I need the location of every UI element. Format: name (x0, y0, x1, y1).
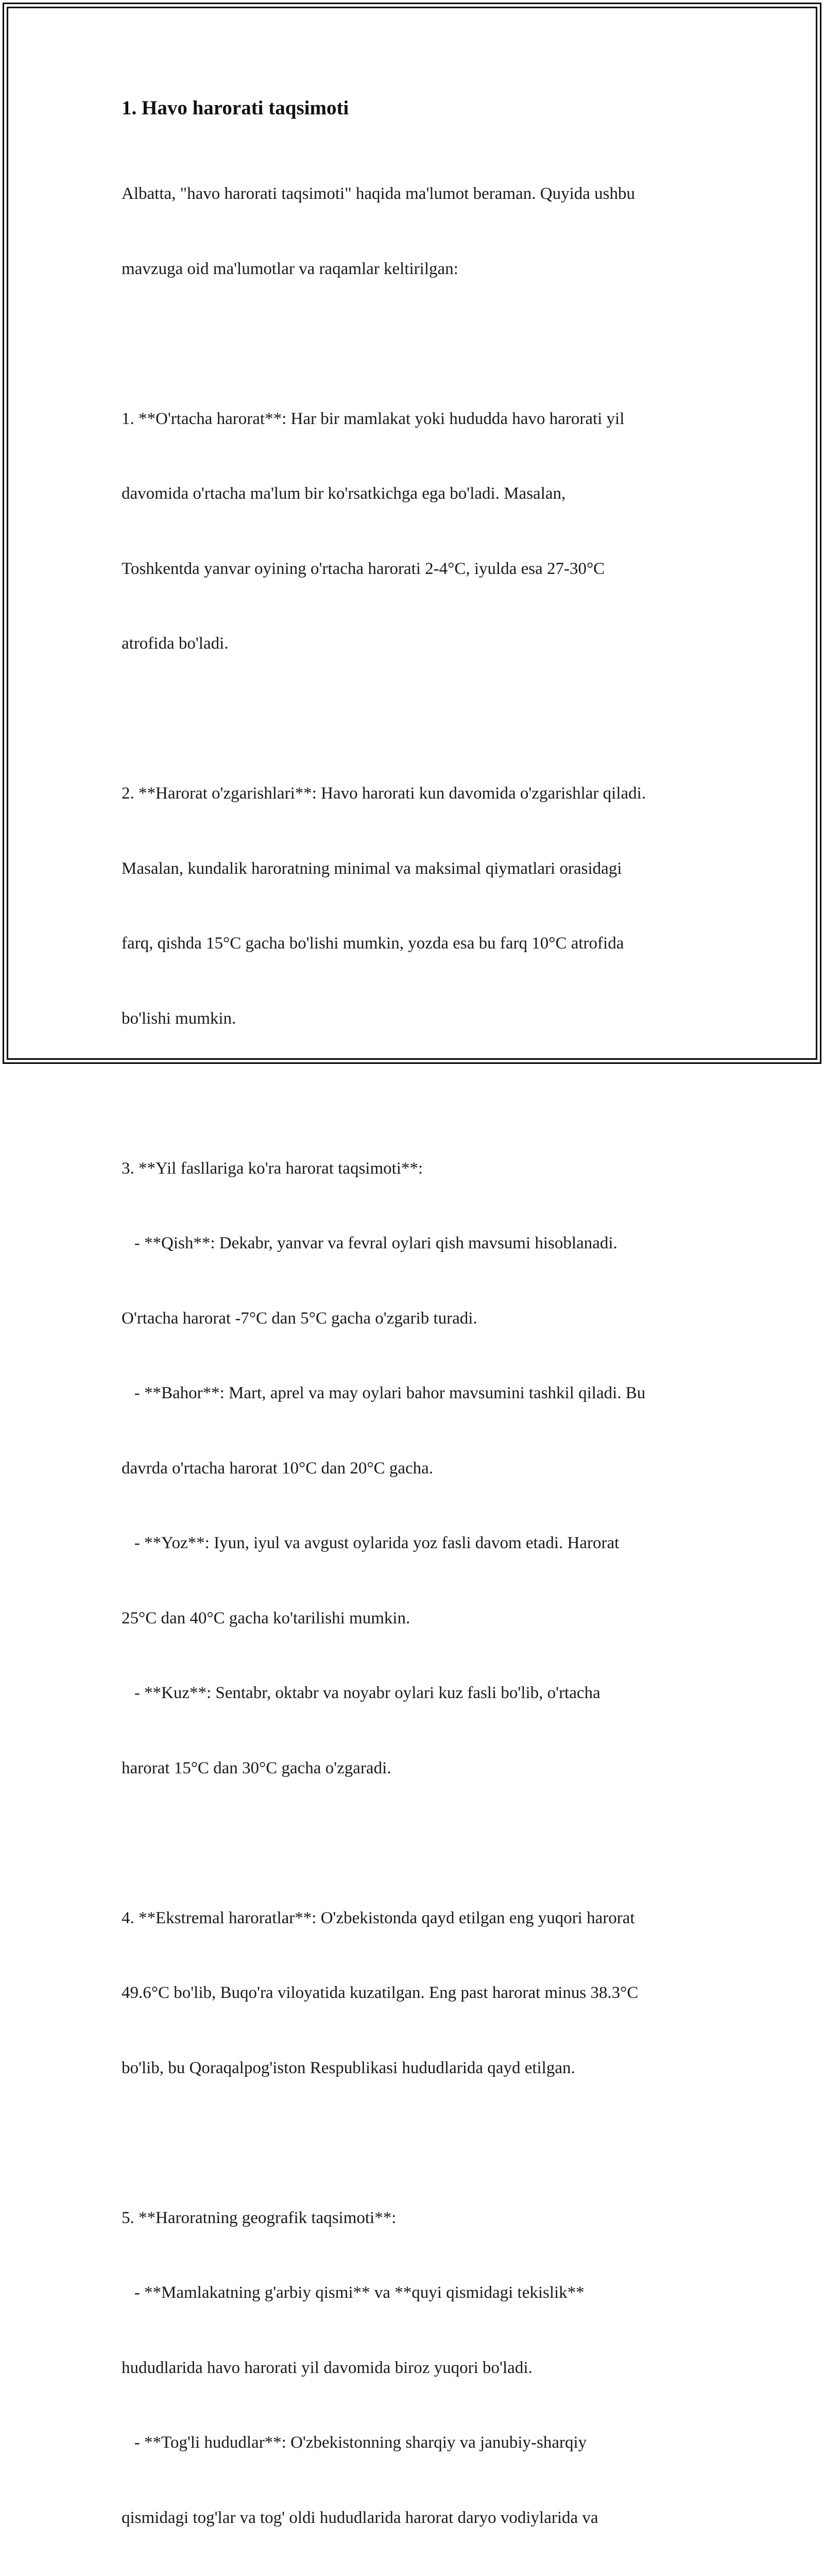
text-line: atrofida bo'ladi. (122, 631, 714, 656)
text-line: davomida o'rtacha ma'lum bir ko'rsatkichga ega bo'ladi. Masalan, (122, 481, 714, 506)
text-line: 3. **Yil fasllariga ko'ra harorat taqsimoti**: (122, 1156, 714, 1181)
text-line: O'rtacha harorat -7°C dan 5°C gacha o'zgarib turadi. (122, 1306, 714, 1331)
text-line: - **Tog'li hududlar**: O'zbekistonning sharqiy va janubiy-sharqiy (122, 2430, 714, 2455)
text-line: hududlarida havo harorati yil davomida biroz yuqori bo'ladi. (122, 2355, 714, 2381)
text-line: 2. **Harorat o'zgarishlari**: Havo harorati kun davomida o'zgarishlar qiladi. (122, 781, 714, 806)
document-body (122, 96, 714, 2576)
text-line: 49.6°C bo'lib, Buqo'ra viloyatida kuzatilgan. Eng past harorat minus 38.3°C (122, 1980, 714, 2006)
text-line: - **Yoz**: Iyun, iyul va avgust oylarida yoz fasli davom etadi. Harorat (122, 1531, 714, 1556)
text-line: qismidagi tog'lar va tog' oldi hududlarida harorat daryo vodiylarida va (122, 2505, 714, 2531)
text-line: bo'lishi mumkin. (122, 1006, 714, 1031)
text-line: - **Mamlakatning g'arbiy qismi** va **quyi qismidagi tekislik** (122, 2280, 714, 2306)
paragraph-temperature-changes (122, 731, 714, 1081)
text-line: bo'lib, bu Qoraqalpog'iston Respublikasi hududlarida qayd etilgan. (122, 2056, 714, 2081)
text-line: farq, qishda 15°C gacha bo'lishi mumkin, yozda esa bu farq 10°C atrofida (122, 931, 714, 956)
text-line: - **Kuz**: Sentabr, oktabr va noyabr oylari kuz fasli bo'lib, o'rtacha (122, 1681, 714, 1706)
text-line: - **Qish**: Dekabr, yanvar va fevral oylari qish mavsumi hisoblanadi. (122, 1231, 714, 1256)
paragraph-extreme-temperatures (122, 1856, 714, 2131)
text-line: Toshkentda yanvar oyining o'rtacha harorati 2-4°C, iyulda esa 27-30°C (122, 556, 714, 582)
text-line: Albatta, "havo harorati taqsimoti" haqida ma'lumot beraman. Quyida ushbu (122, 181, 714, 207)
text-line: davrda o'rtacha harorat 10°C dan 20°C gacha. (122, 1456, 714, 1481)
paragraph-intro (122, 131, 714, 331)
text-line: - **Bahor**: Mart, aprel va may oylari bahor mavsumini tashkil qiladi. Bu (122, 1381, 714, 1406)
text-line: 4. **Ekstremal haroratlar**: O'zbekistonda qayd etilgan eng yuqori harorat (122, 1906, 714, 1931)
paragraph-average-temperature (122, 357, 714, 706)
text-line: 5. **Haroratning geografik taqsimoti**: (122, 2206, 714, 2231)
text-line: Masalan, kundalik haroratning minimal va maksimal qiymatlari orasidagi (122, 856, 714, 882)
text-line: 25°C dan 40°C gacha ko'tarilishi mumkin. (122, 1606, 714, 1631)
paragraph-geographic-distribution (122, 2156, 714, 2576)
document-title: 1. Havo harorati taqsimoti (122, 96, 714, 121)
text-line: mavzuga oid ma'lumotlar va raqamlar keltirilgan: (122, 257, 714, 282)
text-line: harorat 15°C dan 30°C gacha o'zgaradi. (122, 1756, 714, 1781)
paragraph-seasonal-distribution (122, 1106, 714, 1831)
text-line: 1. **O'rtacha harorat**: Har bir mamlakat yoki hududda havo harorati yil (122, 406, 714, 432)
